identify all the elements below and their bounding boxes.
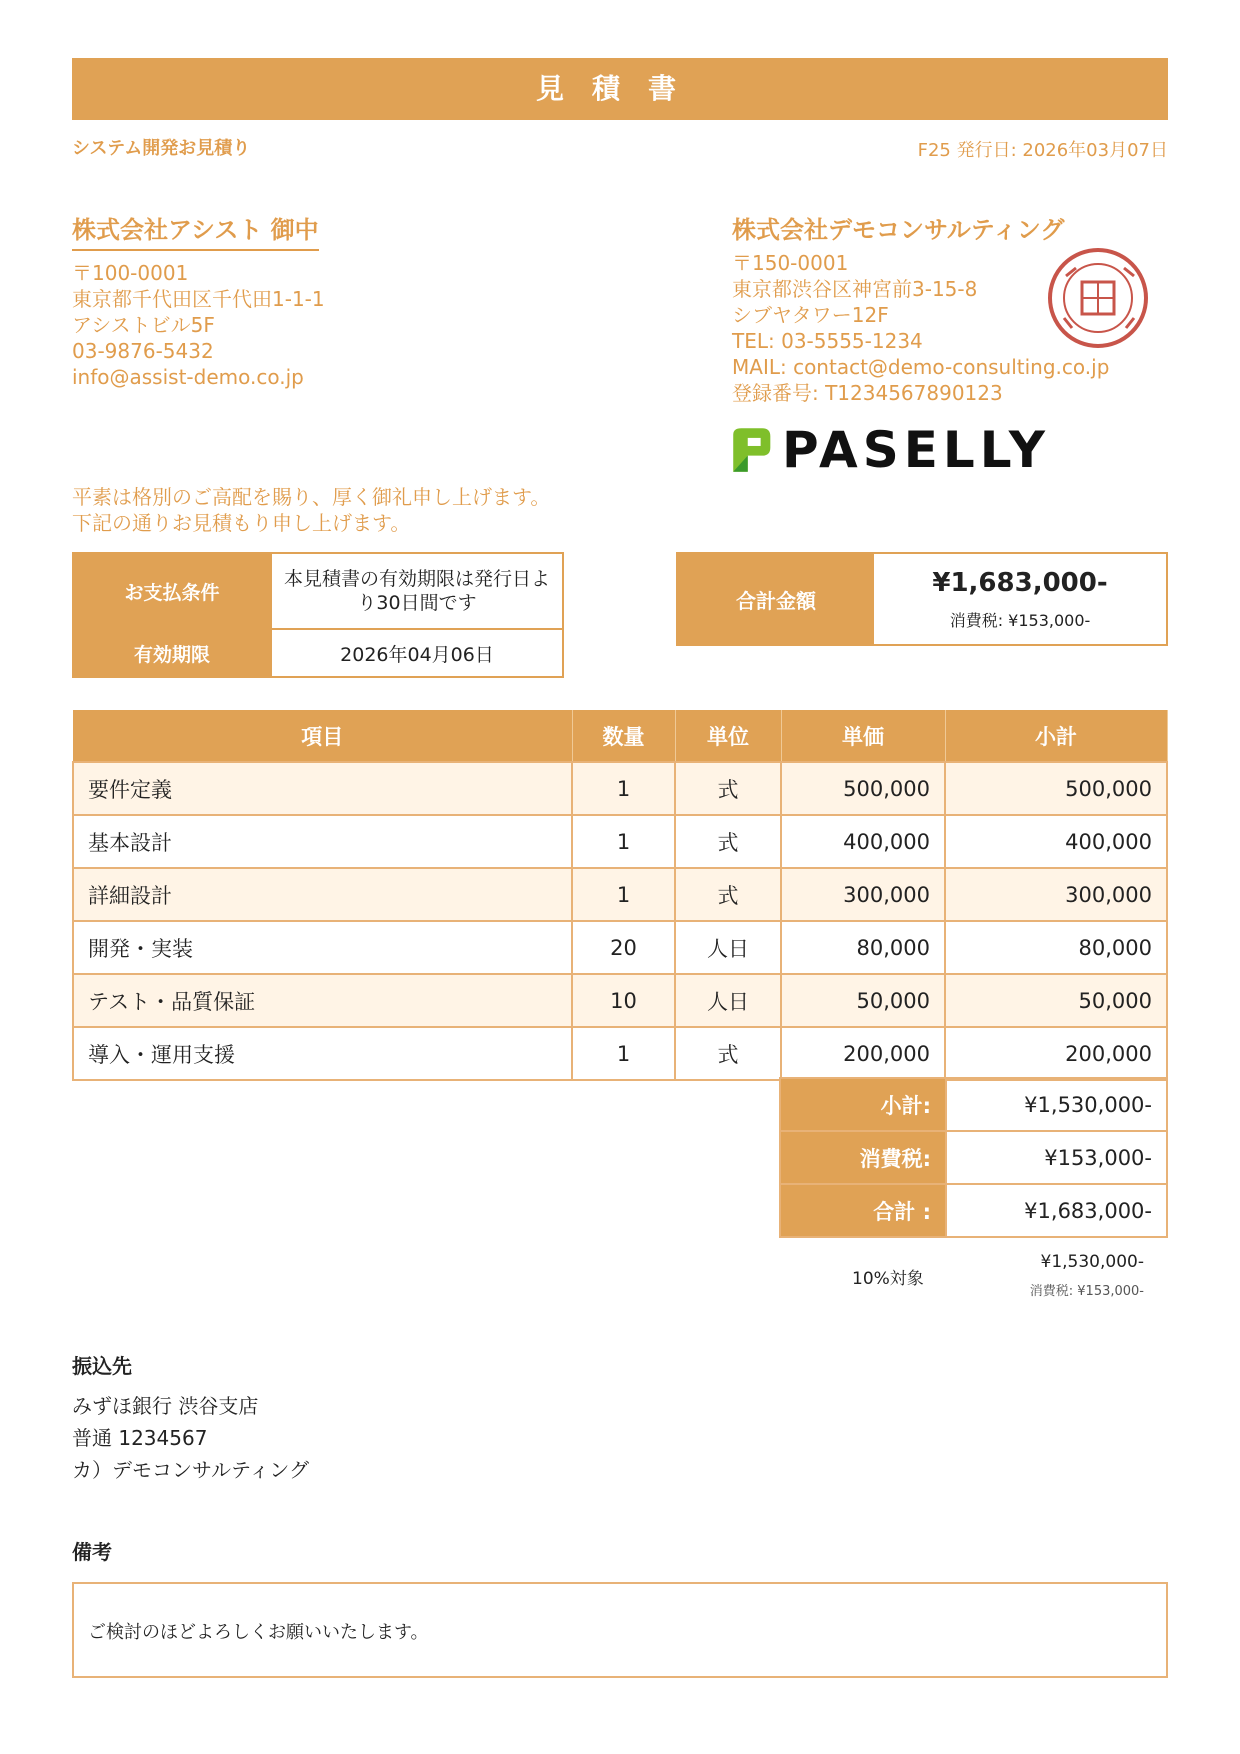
col-header-qty: 数量 (572, 710, 675, 762)
tax-rate-tax: 消費税: ¥153,000- (1029, 1284, 1144, 1299)
company-tel: TEL: 03-5555-1234 (732, 329, 923, 353)
item-name: 詳細設計 (73, 868, 572, 921)
item-unit: 人日 (675, 974, 781, 1027)
company-logo (730, 418, 1050, 482)
table-row (73, 921, 1167, 974)
table-row (73, 1027, 1167, 1080)
item-subtotal: 300,000 (945, 868, 1167, 921)
notes-box (72, 1582, 1168, 1678)
col-header-price: 単価 (781, 710, 945, 762)
bank-details (72, 1390, 309, 1486)
summary-row-total (780, 1184, 1167, 1237)
total-amount-values (874, 554, 1166, 644)
bank-account: 普通 1234567 (72, 1426, 208, 1450)
items-table (72, 710, 1168, 1081)
table-row (73, 868, 1167, 921)
item-subtotal: 50,000 (945, 974, 1167, 1027)
total-label: 合計 : (780, 1184, 946, 1237)
greeting-line-2: 下記の通りお見積もり申し上げます。 (72, 511, 411, 535)
item-subtotal: 200,000 (945, 1027, 1167, 1080)
logo-mark-icon (730, 421, 772, 479)
client-phone: 03-9876-5432 (72, 339, 214, 363)
client-address-1: 東京都千代田区千代田1-1-1 (72, 287, 325, 311)
item-unit: 式 (675, 1027, 781, 1080)
item-subtotal: 400,000 (945, 815, 1167, 868)
item-name: テスト・品質保証 (73, 974, 572, 1027)
item-subtotal: 80,000 (945, 921, 1167, 974)
greeting (72, 484, 550, 536)
document-subtitle: システム開発お見積り (72, 138, 251, 159)
conditions-table (72, 552, 564, 678)
subtotal-label: 小計: (780, 1078, 946, 1131)
item-name: 要件定義 (73, 762, 572, 815)
company-address-1: 東京都渋谷区神宮前3-15-8 (732, 277, 978, 301)
table-row (73, 762, 1167, 815)
tax-value: ¥153,000- (946, 1131, 1167, 1184)
company-address-2: シブヤタワー12F (732, 303, 889, 327)
item-qty: 10 (572, 974, 675, 1027)
tax-rate-label: 10%対象 (852, 1269, 924, 1289)
valid-until-value: 2026年04月06日 (271, 629, 563, 677)
table-row (73, 974, 1167, 1027)
total-tax: 消費税: ¥153,000- (949, 611, 1091, 630)
company-registration: 登録番号: T1234567890123 (732, 381, 1003, 405)
logo-text: PASELLY (781, 421, 1050, 479)
document-title: 見積書 (72, 58, 1168, 120)
total-amount-label: 合計金額 (678, 554, 874, 644)
total-amount-box (676, 552, 1168, 646)
item-qty: 20 (572, 921, 675, 974)
bank-heading: 振込先 (72, 1354, 132, 1378)
item-qty: 1 (572, 762, 675, 815)
client-address-2: アシストビル5F (72, 313, 215, 337)
col-header-subtotal: 小計 (945, 710, 1167, 762)
client-postal: 〒100-0001 (72, 261, 189, 285)
payment-terms-label: お支払条件 (73, 553, 271, 629)
item-qty: 1 (572, 815, 675, 868)
item-qty: 1 (572, 1027, 675, 1080)
subtotal-value: ¥1,530,000- (946, 1078, 1167, 1131)
item-price: 500,000 (781, 762, 945, 815)
items-header-row (73, 710, 1167, 762)
summary-row-subtotal (780, 1078, 1167, 1131)
total-amount: ¥1,683,000- (932, 568, 1108, 598)
tax-label: 消費税: (780, 1131, 946, 1184)
company-mail: MAIL: contact@demo-consulting.co.jp (732, 355, 1110, 379)
issue-date: F25 発行日: 2026年03月07日 (917, 140, 1168, 161)
greeting-line-1: 平素は格別のご高配を賜り、厚く御礼申し上げます。 (72, 485, 551, 509)
item-name: 基本設計 (73, 815, 572, 868)
item-unit: 式 (675, 815, 781, 868)
item-unit: 人日 (675, 921, 781, 974)
summary-table (779, 1077, 1168, 1238)
bank-holder: カ）デモコンサルティング (72, 1458, 309, 1482)
item-price: 50,000 (781, 974, 945, 1027)
total-value: ¥1,683,000- (946, 1184, 1167, 1237)
payment-terms-value: 本見積書の有効期限は発行日より30日間です (271, 553, 563, 629)
notes-text: ご検討のほどよろしくお願いいたします。 (88, 1622, 429, 1643)
client-address-block (72, 260, 325, 390)
client-name: 株式会社アシスト 御中 (72, 210, 319, 251)
item-price: 400,000 (781, 815, 945, 868)
company-seal-icon (1046, 246, 1150, 350)
client-email: info@assist-demo.co.jp (72, 365, 304, 389)
col-header-unit: 単位 (675, 710, 781, 762)
item-price: 300,000 (781, 868, 945, 921)
bank-name: みずほ銀行 渋谷支店 (72, 1394, 259, 1418)
item-unit: 式 (675, 868, 781, 921)
item-name: 開発・実装 (73, 921, 572, 974)
tax-rate-amount: ¥1,530,000- (1040, 1252, 1144, 1272)
item-subtotal: 500,000 (945, 762, 1167, 815)
item-price: 200,000 (781, 1027, 945, 1080)
summary-row-tax (780, 1131, 1167, 1184)
item-name: 導入・運用支援 (73, 1027, 572, 1080)
notes-heading: 備考 (72, 1540, 112, 1564)
valid-until-label: 有効期限 (73, 629, 271, 677)
item-qty: 1 (572, 868, 675, 921)
col-header-item: 項目 (73, 710, 572, 762)
item-price: 80,000 (781, 921, 945, 974)
company-name: 株式会社デモコンサルティング (732, 216, 1065, 244)
table-row (73, 815, 1167, 868)
company-postal: 〒150-0001 (732, 251, 849, 275)
item-unit: 式 (675, 762, 781, 815)
